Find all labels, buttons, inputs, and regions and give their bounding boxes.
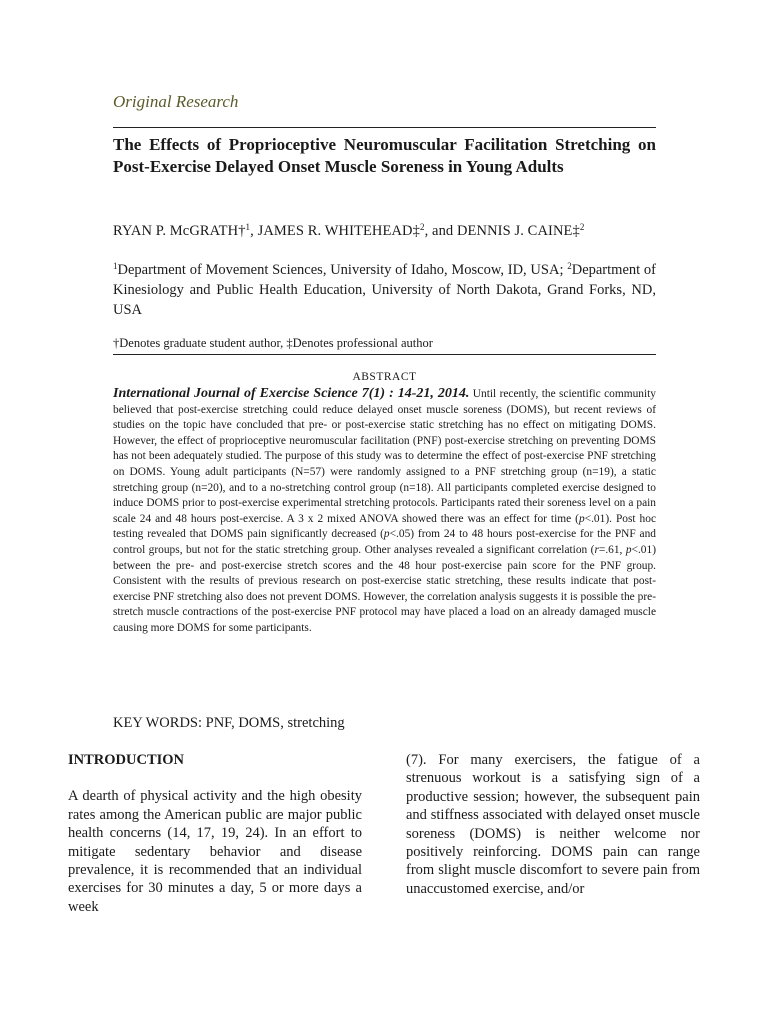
abstract-text: =.61, [598,543,626,556]
author-mark: ‡ [412,223,420,239]
abstract-body [113,386,656,637]
affil-text: Department of Movement Sciences, University of Idaho, Moscow, ID, USA; [117,262,568,278]
author-list [113,221,656,241]
keywords: KEY WORDS: PNF, DOMS, stretching [113,715,345,731]
author-affil-sup: 2 [579,222,585,232]
abstract-heading: ABSTRACT [352,371,417,383]
abstract-text: <.05) from 24 to 48 hours post-exercise for the PNF and control groups, but not for the static stretching group. Other analyses revealed a significant correlation ( [113,528,656,556]
author-mark: ‡ [572,223,580,239]
column-left [68,751,362,916]
abstract-text: Until recently, the scientific community believed that post-exercise stretching could reduce delayed onset muscle soreness (DOMS), but recent reviews of studies on the topic have concluded that pre- or post-exercise static stretching has no effect on mitigating DOMS. However, the effect of proprioceptive neuromuscular facilitation (PNF) post-exercise stretching on preventing DOMS has not been adequately studied. The purpose of this study was to determine the effect of post-exercise PNF stretching on DOMS. Young adult participants (N=57) were randomly assigned to a PNF stretching group (n=19), a static stretching group (n=20), and to a no-stretching control group (n=18). All participants completed exercise designed to induce DOMS prior to post-exercise experimental stretching protocols. Participants rated their soreness level on a pain scale 24 and 48 hours post-exercise. A 3 x 2 mixed ANOVA showed there was an effect for time ( [113,388,656,525]
intro-paragraph-continued: (7). For many exercisers, the fatigue of a strenuous workout is a satisfying sign of a productive session; however, the subsequent pain and stiffness associated with delayed onset muscle soreness (DOMS) is neither welcome nor positively reinforcing. DOMS pain can range from slight muscle discomfort to severe pain from unaccustomed exercise, and/or [406,752,700,897]
affil-sup: 1 [113,261,118,271]
author-name: JAMES R. WHITEHEAD [257,223,413,239]
intro-paragraph: A dearth of physical activity and the high obesity rates among the American public are major public health concerns (14, 17, 19, 24). In an effort to mitigate sedentary behavior and disease prevalence, it is recommended that an individual exercises for 30 minutes a day, 5 or more days a week [68,788,362,915]
affil-text: Department of Kinesiology and Public Health Education, University of North Dakota, Grand Forks, ND, USA [113,262,656,318]
stat-symbol: p [578,512,585,525]
author-name: , and DENNIS J. CAINE [424,223,573,239]
author-name: RYAN P. McGRATH [113,223,239,239]
abstract-text: <.01). Post hoc testing revealed that DOMS pain significantly decreased ( [113,512,657,541]
column-right [406,751,700,898]
affil-sup: 2 [567,261,572,271]
section-heading-introduction: INTRODUCTION [68,752,185,768]
author-sep: , [250,223,258,239]
top-rule [113,127,656,128]
stat-symbol: p [383,528,390,541]
author-note: †Denotes graduate student author, ‡Denotes professional author [113,336,433,350]
journal-citation: International Journal of Exercise Science 7(1) : 14-21, 2014. [113,386,470,401]
stat-symbol: p [625,543,632,556]
author-affil-sup: 2 [419,222,425,232]
abstract-text: <.01) between the pre- and post-exercise stretch scores and the 48 hour post-exercise pain score for the PNF group. Consistent with the results of previous research on post-exercise static stretching, these results indicate that post-exercise PNF stretching also does not prevent DOMS. However, the correlation analysis suggests it is possible the pre-stretch muscle contractions of the post-exercise PNF protocol may have placed a load on an already damaged muscle causing more DOMS for some participants. [113,543,656,634]
author-mark: † [238,223,246,239]
paper-title: The Effects of Proprioceptive Neuromuscular Facilitation Stretching on Post-Exercise Delayed Onset Muscle Soreness in Young Adults [113,135,656,176]
bottom-rule [113,354,656,355]
section-label: Original Research [113,92,239,111]
affiliations [113,260,656,320]
stat-symbol: r [594,543,599,556]
author-affil-sup: 1 [245,222,251,232]
